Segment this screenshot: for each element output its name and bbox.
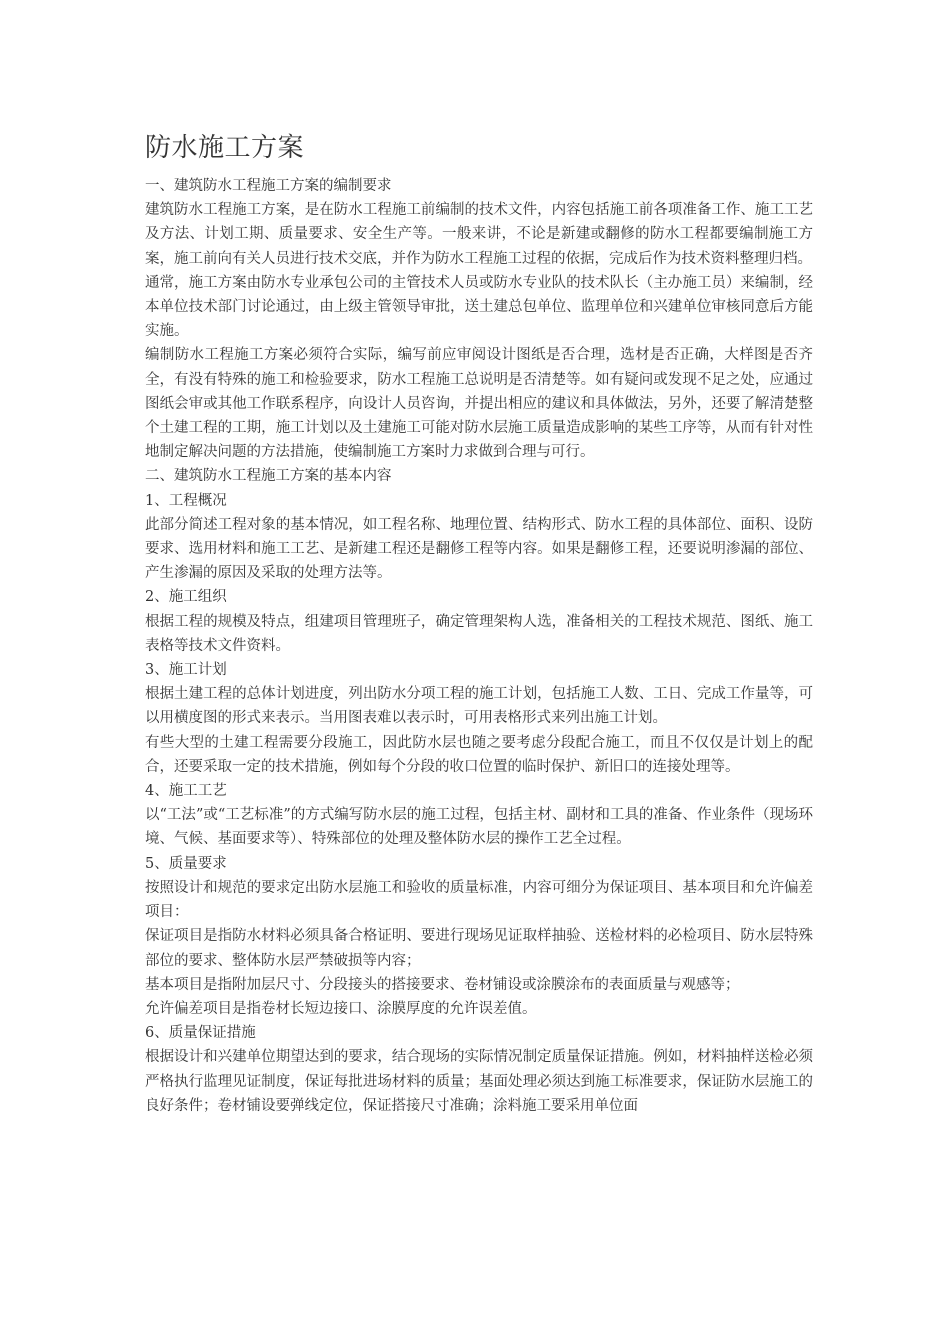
paragraph: 根据工程的规模及特点，组建项目管理班子，确定管理架构人选，准备相关的工程技术规范、图纸、施工表格等技术文件资料。 [145, 613, 813, 654]
paragraph: 建筑防水工程施工方案，是在防水工程施工前编制的技术文件，内容包括施工前各项准备工作、施工工艺及方法、计划工期、质量要求、安全生产等。一般来讲，不论是新建或翻修的防水工程都要编制施工方案，施工前向有关人员进行技术交底，并作为防水工程施工过程的依据，完成后作为技术资料整理归档。 [145, 202, 813, 267]
subheading-construction-organization: 2、施工组织 [145, 589, 227, 606]
subheading-construction-plan: 3、施工计划 [145, 662, 227, 679]
paragraph: 允许偏差项目是指卷材长短边接口、涂膜厚度的允许误差值。 [145, 1000, 537, 1017]
document-title: 防水施工方案 [145, 133, 305, 163]
paragraph: 此部分简述工程对象的基本情况，如工程名称、地理位置、结构形式、防水工程的具体部位、面积、设防要求、选用材料和施工工艺、是新建工程还是翻修工程等内容。如果是翻修工程，还要说明渗漏的部位、产生渗漏的原因及采取的处理方法等。 [145, 516, 813, 582]
paragraph: 根据设计和兴建单位期望达到的要求，结合现场的实际情况制定质量保证措施。例如，材料抽样送检必须严格执行监理见证制度，保证每批进场材料的质量；基面处理必须达到施工标准要求，保证防水层施工的良好条件；卷材铺设要弹线定位，保证搭接尺寸准确；涂料施工要采用单位面 [145, 1049, 813, 1114]
paragraph: 编制防水工程施工方案必须符合实际，编写前应审阅设计图纸是否合理，选材是否正确，大样图是否齐全，有没有特殊的施工和检验要求，防水工程施工总说明是否清楚等。如有疑问或发现不足之处，应通过图纸会审或其他工作联系程序，向设计人员咨询，并提出相应的建议和具体做法，另外，还要了解清楚整个土建工程的工期，施工计划以及土建施工可能对防水层施工质量造成影响的某些工序等，从而有针对性地制定解决问题的方法措施，使编制施工方案时力求做到合理与可行。 [145, 347, 813, 461]
document-page [145, 128, 813, 1118]
paragraph: 保证项目是指防水材料必须具备合格证明、要进行现场见证取样抽验、送检材料的必检项目、防水层特殊部位的要求、整体防水层严禁破损等内容； [145, 928, 813, 969]
subheading-quality-requirements: 5、质量要求 [145, 855, 227, 872]
subheading-project-overview: 1、工程概况 [145, 492, 227, 509]
paragraph: 有些大型的土建工程需要分段施工，因此防水层也随之要考虑分段配合施工，而且不仅仅是计划上的配合，还要采取一定的技术措施，例如每个分段的收口位置的临时保护、新旧口的连接处理等。 [145, 734, 813, 775]
section-heading-2: 二、建筑防水工程施工方案的基本内容 [145, 468, 392, 485]
section-heading-1: 一、建筑防水工程施工方案的编制要求 [145, 178, 392, 194]
subheading-construction-process: 4、施工工艺 [145, 783, 227, 800]
paragraph: 基本项目是指附加层尺寸、分段接头的搭接要求、卷材铺设或涂膜涂布的表面质量与观感等； [145, 976, 740, 993]
paragraph: 通常，施工方案由防水专业承包公司的主管技术人员或防水专业队的技术队长（主办施工员）来编制，经本单位技术部门讨论通过，由上级主管领导审批，送土建总包单位、监理单位和兴建单位审核同意后方能实施。 [145, 274, 813, 340]
paragraph: 按照设计和规范的要求定出防水层施工和验收的质量标准，内容可细分为保证项目、基本项目和允许偏差项目： [145, 879, 813, 921]
paragraph: 根据土建工程的总体计划进度，列出防水分项工程的施工计划，包括施工人数、工日、完成工作量等，可以用横度图的形式来表示。当用图表难以表示时，可用表格形式来列出施工计划。 [145, 686, 813, 727]
subheading-quality-assurance: 6、质量保证措施 [145, 1025, 256, 1042]
paragraph: 以“工法”或“工艺标准”的方式编写防水层的施工过程，包括主材、副材和工具的准备、作业条件（现场环境、气候、基面要求等）、特殊部位的处理及整体防水层的操作工艺全过程。 [145, 807, 813, 848]
